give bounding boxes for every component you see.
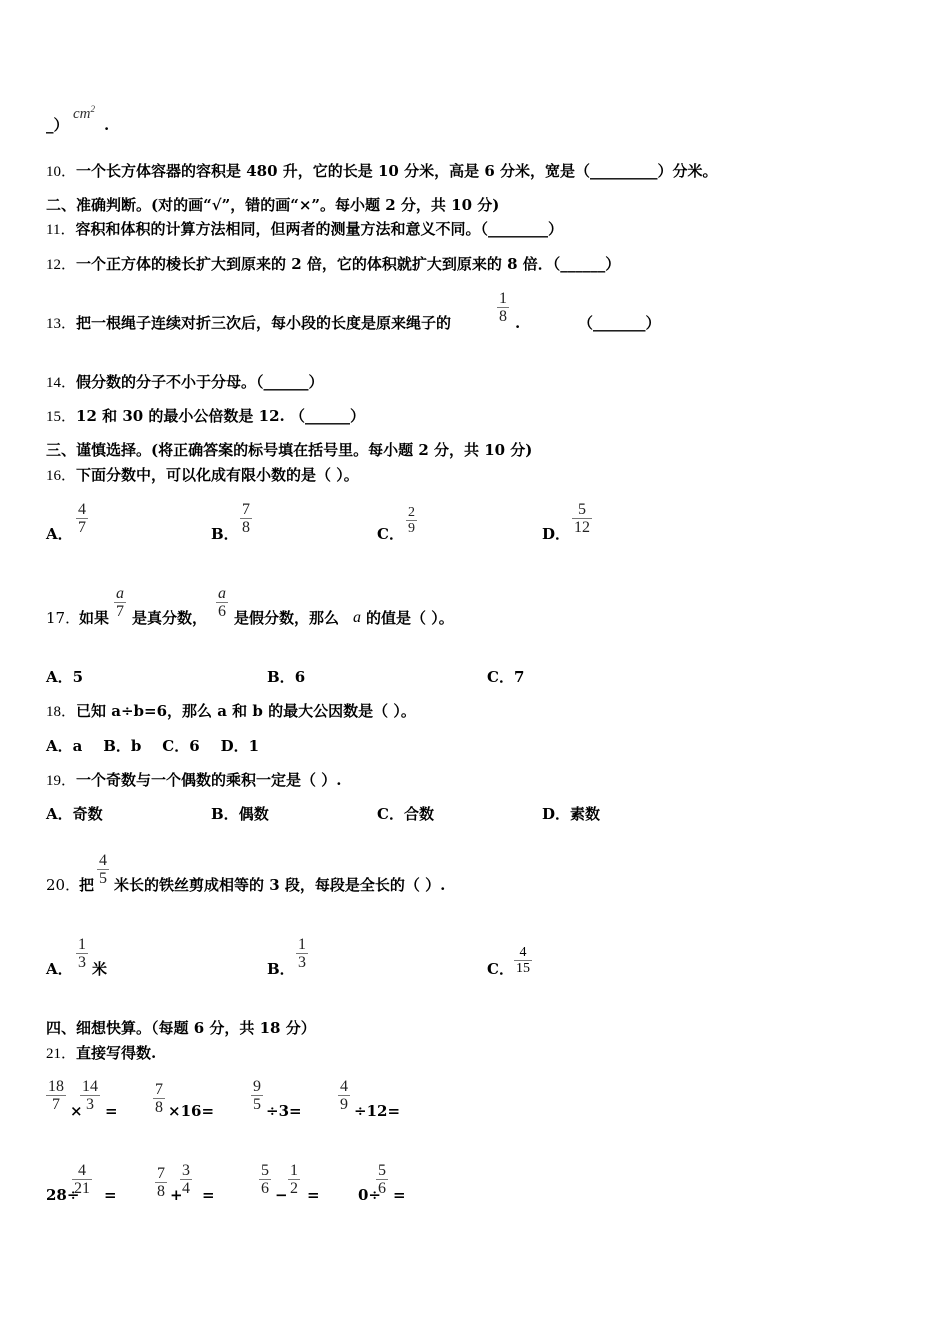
prev-question-tail: _） bbox=[46, 116, 69, 134]
q17-option-b: B．6 bbox=[267, 668, 306, 686]
calc-8-fraction: 5 6 bbox=[378, 1162, 386, 1197]
q13-period: . bbox=[515, 314, 521, 332]
calc-1-fraction-b: 14 3 bbox=[82, 1078, 98, 1113]
q20-number: 20． bbox=[46, 876, 81, 894]
q20-option-b-fraction: 1 3 bbox=[298, 936, 306, 971]
calc-4-fraction: 4 9 bbox=[340, 1078, 348, 1113]
q20-fraction: 4 5 bbox=[99, 852, 107, 887]
q17-option-c: C．7 bbox=[487, 668, 525, 686]
question-21: 21．直接写得数. bbox=[46, 1044, 157, 1062]
q17-text-3: 是假分数，那么 bbox=[234, 609, 340, 627]
q16-option-c-fraction: 2 9 bbox=[408, 505, 415, 536]
q17-number: 17． bbox=[46, 609, 81, 627]
q16-option-b-fraction: 7 8 bbox=[242, 501, 250, 536]
q17-option-a: A．5 bbox=[46, 668, 84, 686]
question-11: 11．容积和体积的计算方法相同，但两者的测量方法和意义不同。（________） bbox=[46, 220, 563, 238]
section-4-heading: 四、细想快算。（每题 6 分，共 18 分） bbox=[46, 1019, 316, 1037]
calc-5-fraction: 4 21 bbox=[74, 1162, 90, 1197]
q19-option-d: D．素数 bbox=[542, 805, 601, 823]
q16-option-d-fraction: 5 12 bbox=[574, 501, 590, 536]
calc-5-prefix: 28÷ bbox=[46, 1186, 80, 1204]
section-3-heading: 三、谨慎选择。(将正确答案的标号填在括号里。每小题 2 分，共 10 分) bbox=[46, 441, 533, 459]
q20-option-c-label: C． bbox=[487, 960, 514, 978]
calc-7-fraction-b: 1 2 bbox=[290, 1162, 298, 1197]
calc-1-equals: = bbox=[105, 1102, 118, 1120]
q19-option-a: A．奇数 bbox=[46, 805, 103, 823]
question-16: 16．下面分数中，可以化成有限小数的是（ ）。 bbox=[46, 466, 359, 484]
question-14: 14．假分数的分子不小于分母。（______） bbox=[46, 373, 324, 391]
calc-8-equals: = bbox=[393, 1186, 406, 1204]
calc-1-fraction-a: 18 7 bbox=[48, 1078, 64, 1113]
q20-option-a-fraction: 1 3 bbox=[78, 936, 86, 971]
calc-6-fraction-b: 3 4 bbox=[182, 1162, 190, 1197]
q13-fraction: 1 8 bbox=[499, 290, 507, 325]
q20-option-b-label: B． bbox=[267, 960, 295, 978]
q16-option-a-fraction: 4 7 bbox=[78, 501, 86, 536]
q17-text-1: 如果 bbox=[79, 609, 110, 627]
q16-option-a-label: A． bbox=[46, 525, 73, 543]
calc-1-operator: × bbox=[70, 1102, 83, 1120]
calc-7-equals: = bbox=[307, 1186, 320, 1204]
q17-text-2: 是真分数， bbox=[132, 609, 208, 627]
question-13: 13．把一根绳子连续对折三次后，每小段的长度是原来绳子的 bbox=[46, 314, 452, 332]
q20-option-a-unit: 米 bbox=[92, 960, 108, 978]
q20-option-a-label: A． bbox=[46, 960, 73, 978]
unit-cm2: $cm^2$ bbox=[73, 104, 95, 122]
question-12: 12．一个正方体的棱长扩大到原来的 2 倍，它的体积就扩大到原来的 8 倍．（______） bbox=[46, 255, 621, 273]
q17-text-4: 的值是（ ）。 bbox=[366, 609, 454, 627]
section-2-heading: 二、准确判断。(对的画“√”，错的画“×”。每小题 2 分，共 10 分) bbox=[46, 196, 500, 214]
calc-7-operator: − bbox=[275, 1186, 288, 1204]
calc-3-rest: ÷3= bbox=[266, 1102, 302, 1120]
q19-option-c: C．合数 bbox=[377, 805, 434, 823]
calc-6-operator: + bbox=[170, 1186, 183, 1204]
calc-2-rest: ×16= bbox=[168, 1102, 215, 1120]
q18-options: A．a B．b C．6 D．1 bbox=[46, 737, 260, 755]
calc-5-equals: = bbox=[104, 1186, 117, 1204]
q17-variable: a bbox=[353, 609, 361, 626]
q20-option-c-fraction: 4 15 bbox=[516, 945, 530, 976]
calc-6-equals: = bbox=[202, 1186, 215, 1204]
question-10: 10．一个长方体容器的容积是 480 升，它的长是 10 分米，高是 6 分米，宽是（_________）分米。 bbox=[46, 162, 718, 180]
q19-option-b: B．偶数 bbox=[211, 805, 269, 823]
question-19: 19．一个奇数与一个偶数的乘积一定是（ ）. bbox=[46, 771, 342, 789]
question-18: 18．已知 a÷b=6，那么 a 和 b 的最大公因数是（ ）。 bbox=[46, 702, 416, 720]
q20-text-1: 把 bbox=[79, 876, 95, 894]
q20-text-2: 米长的铁丝剪成相等的 3 段，每段是全长的（ ）. bbox=[114, 876, 446, 894]
q13-answer-blank: （_______） bbox=[578, 314, 661, 332]
calc-3-fraction: 9 5 bbox=[253, 1078, 261, 1113]
question-15: 15．12 和 30 的最小公倍数是 12. （______） bbox=[46, 407, 365, 425]
q17-fraction-2: a 6 bbox=[218, 585, 226, 620]
calc-4-rest: ÷12= bbox=[354, 1102, 401, 1120]
q16-option-c-label: C． bbox=[377, 525, 404, 543]
calc-8-prefix: 0÷ bbox=[358, 1186, 382, 1204]
q16-option-b-label: B． bbox=[211, 525, 239, 543]
calc-7-fraction-a: 5 6 bbox=[261, 1162, 269, 1197]
prev-question-period: . bbox=[104, 116, 110, 134]
calc-2-fraction: 7 8 bbox=[155, 1081, 163, 1116]
q17-fraction-1: a 7 bbox=[116, 585, 124, 620]
calc-6-fraction-a: 7 8 bbox=[157, 1165, 165, 1200]
q16-option-d-label: D． bbox=[542, 525, 571, 543]
